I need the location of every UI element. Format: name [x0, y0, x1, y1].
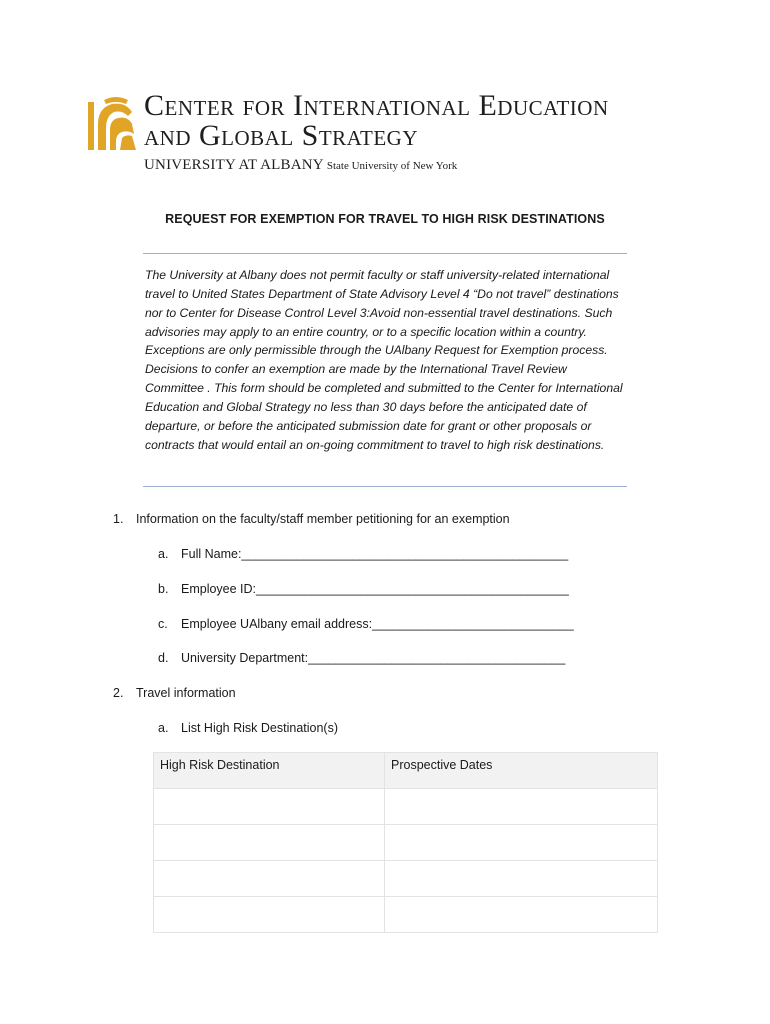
- university-name: UNIVERSITY AT ALBANY: [144, 157, 324, 173]
- intro-divider-bottom: [143, 486, 627, 487]
- dates-cell[interactable]: [385, 897, 658, 933]
- table-row: [154, 897, 658, 933]
- table-row: [154, 825, 658, 861]
- org-name-line1: Center for International Education: [144, 89, 609, 122]
- item-letter: b.: [158, 582, 169, 596]
- section-title: Information on the faculty/staff member petitioning for an exemption: [136, 512, 510, 526]
- destination-cell[interactable]: [154, 789, 385, 825]
- department-label[interactable]: University Department:_____________________________________: [181, 651, 566, 665]
- dates-cell[interactable]: [385, 861, 658, 897]
- item-letter: c.: [158, 617, 168, 631]
- employee-id-label[interactable]: Employee ID:_____________________________________________: [181, 582, 569, 596]
- table-header-row: [154, 753, 658, 789]
- document-title: REQUEST FOR EXEMPTION FOR TRAVEL TO HIGH RISK DESTINATIONS: [165, 212, 605, 226]
- letterhead: [88, 88, 688, 178]
- org-name-line2: and Global Strategy: [144, 119, 418, 152]
- item-letter: d.: [158, 651, 169, 665]
- destinations-label: List High Risk Destination(s): [181, 721, 338, 735]
- table-row: [154, 861, 658, 897]
- section-title: Travel information: [136, 686, 236, 700]
- full-name-label[interactable]: Full Name:_______________________________________________: [181, 547, 569, 561]
- intro-divider-top: [143, 253, 627, 254]
- item-letter: a.: [158, 721, 169, 735]
- minerva-logo-icon: [88, 94, 138, 150]
- email-label[interactable]: Employee UAlbany email address:_____________________________: [181, 617, 574, 631]
- item-letter: a.: [158, 547, 169, 561]
- destination-cell[interactable]: [154, 825, 385, 861]
- destinations-table: [153, 752, 658, 933]
- column-header-dates: Prospective Dates: [385, 753, 658, 789]
- dates-cell[interactable]: [385, 825, 658, 861]
- intro-paragraph: The University at Albany does not permit faculty or staff university-related international travel to United States Department of State Advisory Level 4 “Do not travel” destinations nor to Center for Disease Control Level 3:Avoid non-essential travel destinations. Such advisories may apply to an entire country, or to a specific location within a country. Exceptions are only permissible through the UAlbany Request for Exemption process. Decisions to confer an exemption are made by the International Travel Review Committee . This form should be completed and submitted to the Center for International Education and Global Strategy no less than 30 days before the anticipated date of departure, or before the anticipated submission date for grant or other proposals or contracts that would entail an on-going commitment to travel to high risk destinations.: [145, 268, 623, 452]
- table-row: [154, 789, 658, 825]
- university-line: [144, 156, 457, 174]
- column-header-destination: High Risk Destination: [154, 753, 385, 789]
- destination-cell[interactable]: [154, 897, 385, 933]
- section-number: 2.: [113, 686, 124, 700]
- dates-cell[interactable]: [385, 789, 658, 825]
- section-number: 1.: [113, 512, 124, 526]
- university-subtitle: State University of New York: [326, 160, 458, 172]
- destination-cell[interactable]: [154, 861, 385, 897]
